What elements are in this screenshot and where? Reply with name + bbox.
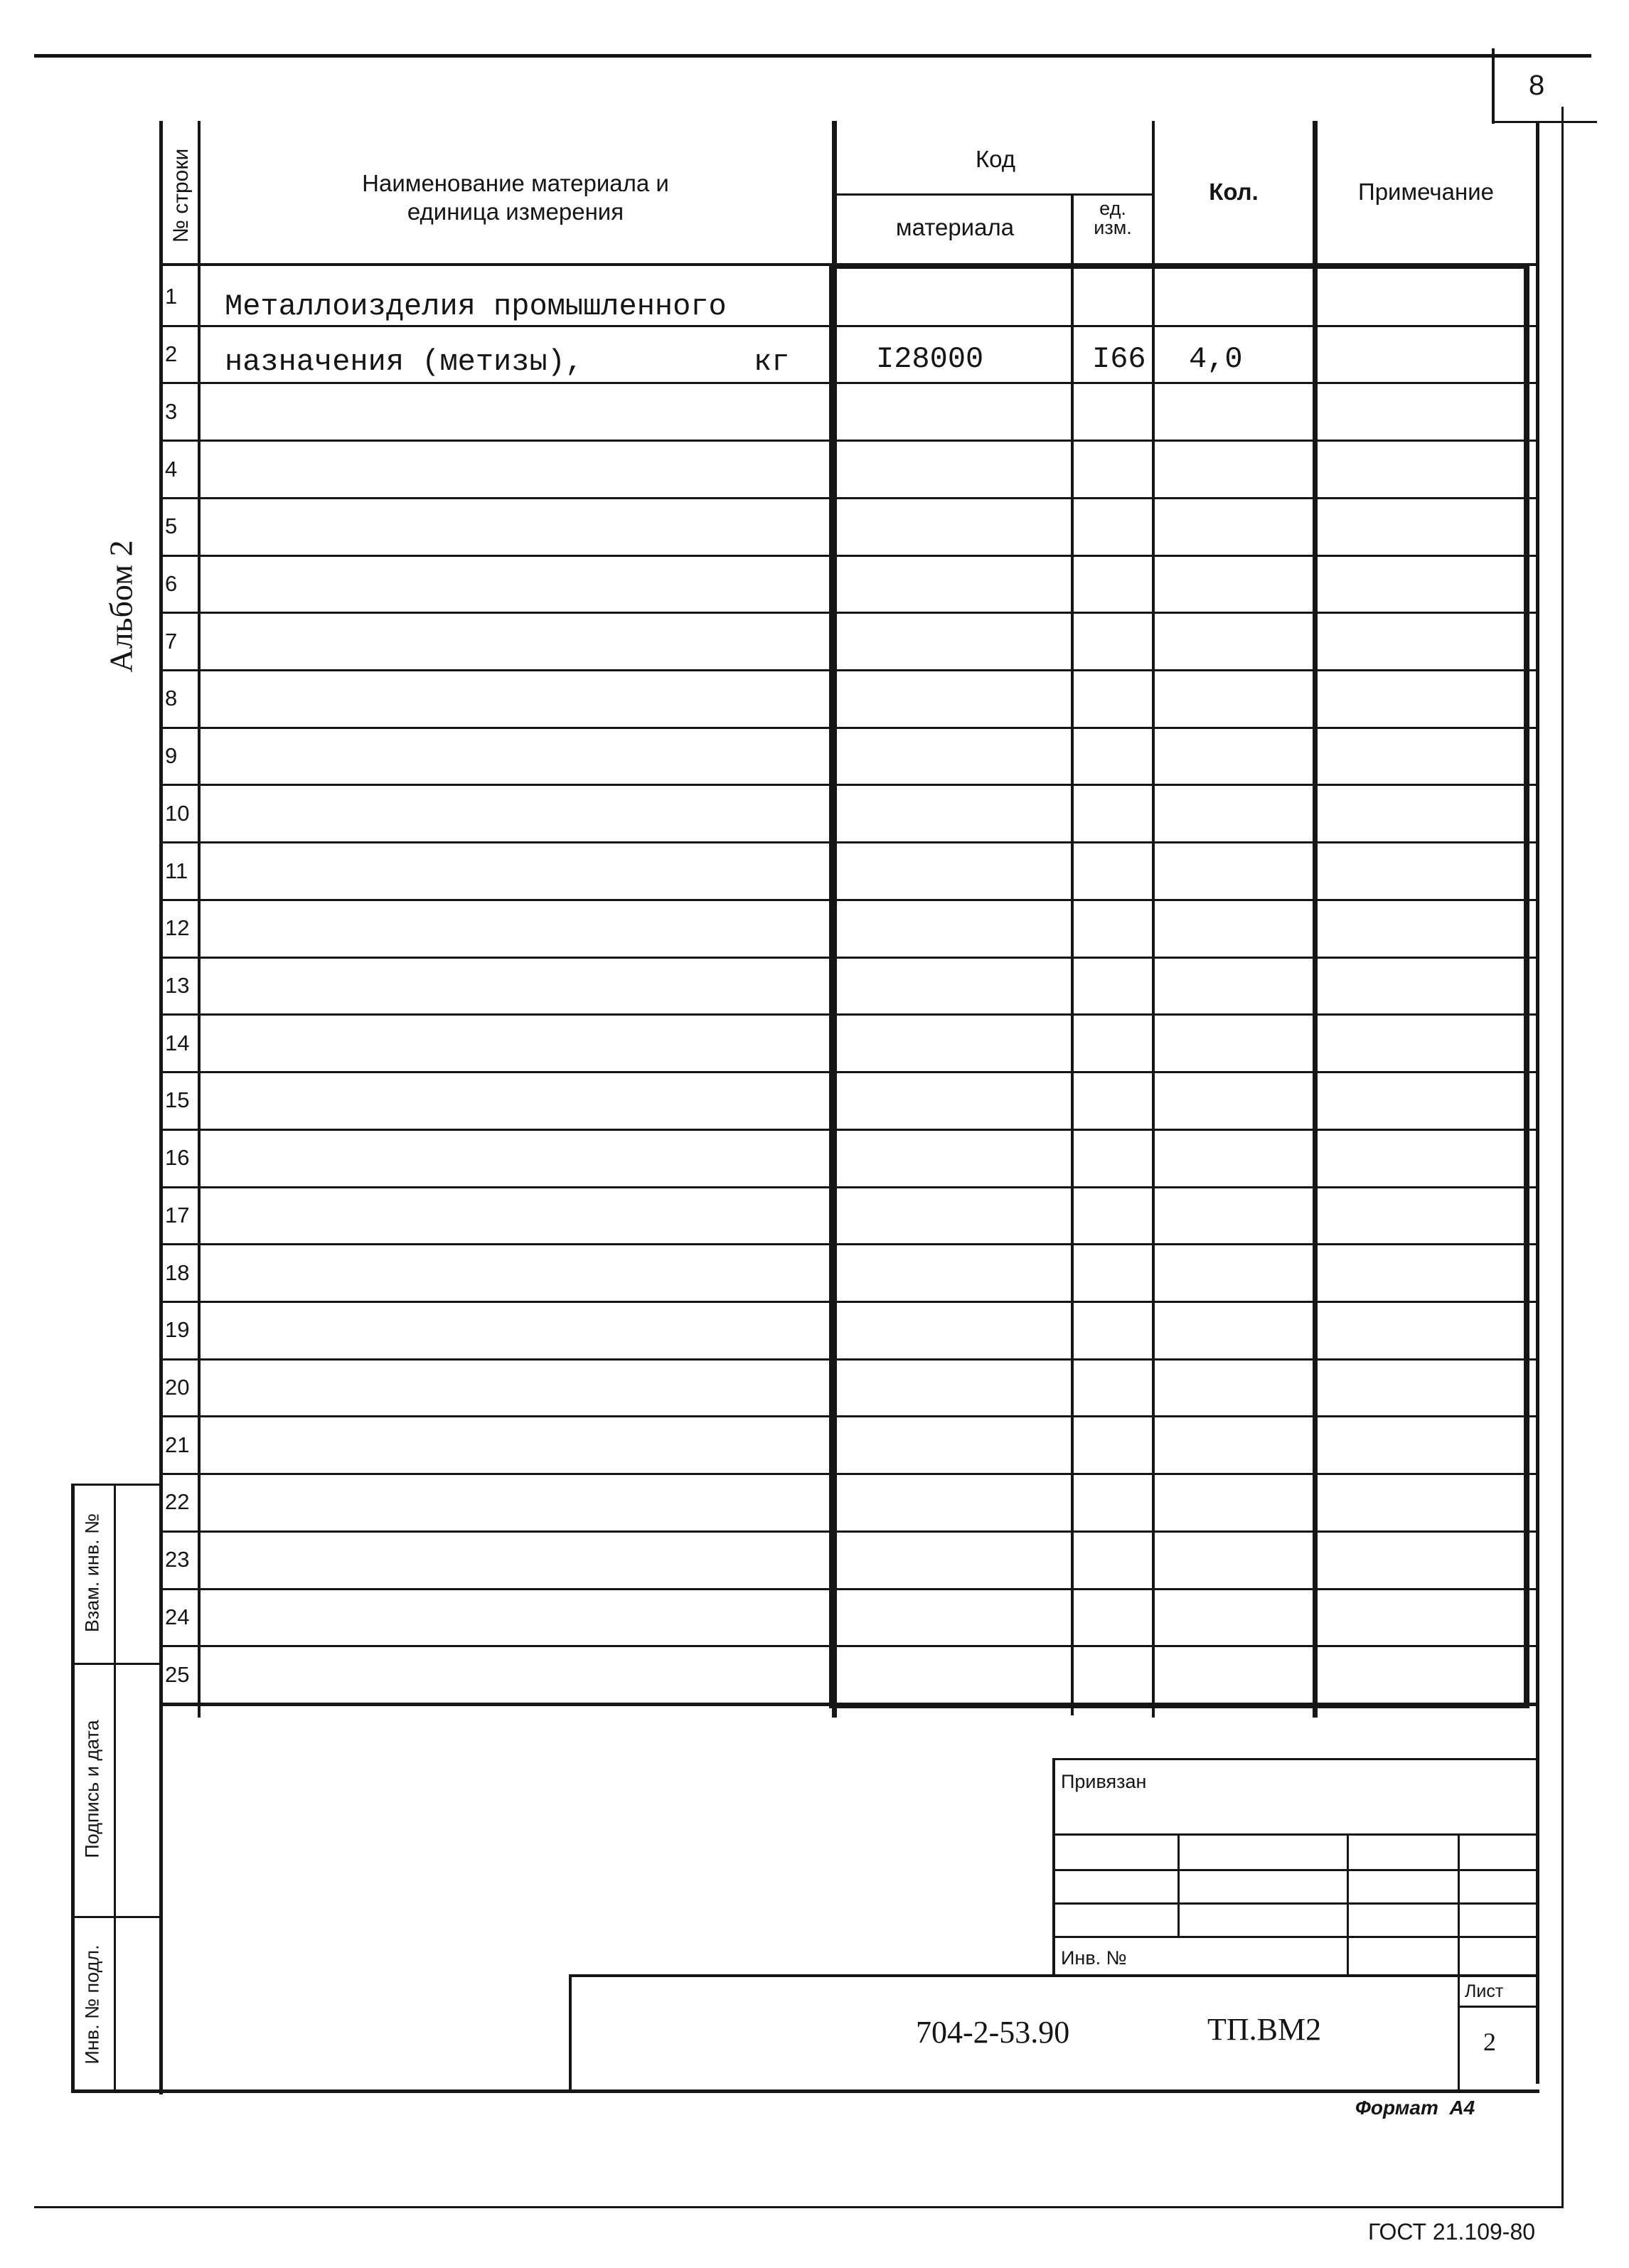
header-code: Код [975,146,1016,172]
stamp-privyazan: Привязан [1061,1771,1147,1792]
entry-2-unit-label: кг [754,345,790,379]
row-number: 3 [165,399,178,424]
code-sub-line [835,193,1155,196]
row-line [162,555,1536,557]
row-line [162,382,1536,384]
row-line [162,1588,1536,1590]
format-label: Формат А4 [1355,2097,1475,2119]
row-number: 23 [165,1547,190,1572]
vzam-inv-label: Взам. инв. № [81,1513,103,1633]
row-number: 14 [165,1031,190,1055]
stamp-list-sep [1458,2006,1538,2008]
frame-right-line [1536,121,1539,2084]
stamp-inv-no: Инв. № [1061,1947,1127,1969]
top-sheet-box-left [1492,48,1495,124]
album-side-label: Альбом 2 [102,540,139,673]
stamp-list-label: Лист [1465,1981,1504,2001]
stamp-designation-suffix: ТП.ВМ2 [1207,2012,1322,2047]
stamp-list-value: 2 [1483,2028,1496,2056]
stamp-main-left [569,1974,572,2092]
stamp-privyazan-top [1052,1758,1538,1760]
stamp-grid-v2 [1347,1833,1349,1976]
row-number: 6 [165,571,178,596]
page-right-edge [1561,107,1564,2208]
row-number: 16 [165,1145,190,1170]
row-line [162,1013,1536,1016]
col-rownum-sep [198,121,201,1718]
row-line [162,1415,1536,1417]
entry-1-name: Металлоизделия промышленного [225,289,727,324]
header-code-material: материала [895,214,1015,240]
row-line [162,497,1536,499]
row-number: 20 [165,1375,190,1400]
top-border-line [34,54,1591,58]
entry-2-code-material: I28000 [876,342,984,376]
row-line [162,325,1536,327]
row-number: 5 [165,513,178,538]
row-line [162,1530,1536,1533]
stamp-grid-h1 [1052,1833,1538,1836]
row-line [162,1358,1536,1361]
stamp-privyazan-left [1052,1758,1055,1976]
header-row-no: № строки [169,148,193,243]
row-number: 25 [165,1662,190,1687]
row-number: 18 [165,1260,190,1285]
row-number: 4 [165,457,178,481]
row-number: 2 [165,341,178,366]
row-line [162,440,1536,442]
stamp-main-top [569,1974,1539,1977]
row-line [162,1645,1536,1647]
row-number: 10 [165,801,190,826]
header-qty: Кол. [1209,179,1259,205]
row-number: 1 [165,284,178,309]
stamp-designation: 704-2-53.90 [916,2015,1070,2050]
row-number: 15 [165,1087,190,1112]
row-line [162,1129,1536,1131]
row-line [162,899,1536,901]
row-line [162,612,1536,614]
row-number: 11 [165,858,188,883]
row-line [162,669,1536,671]
left-boxes-div2 [71,1916,162,1918]
podpis-data-label: Подпись и дата [81,1720,103,1858]
row-line [162,727,1536,729]
row-number: 24 [165,1604,190,1629]
frame-bottom-line [71,2089,1539,2093]
sheet-number-top: 8 [1529,70,1545,101]
gost-label: ГОСТ 21.109-80 [1368,2219,1536,2245]
row-line [162,784,1536,786]
row-number: 17 [165,1203,190,1228]
page-bottom-line [34,2206,1563,2208]
row-line [162,1703,1536,1706]
row-number: 19 [165,1317,190,1342]
row-line [162,957,1536,959]
row-line [162,1071,1536,1073]
row-number: 13 [165,973,190,998]
stamp-grid-v1 [1177,1833,1180,1938]
left-boxes-inner [114,1484,116,2093]
entry-2-code-unit: I66 [1092,342,1146,376]
row-number: 8 [165,686,178,710]
row-line [162,1186,1536,1188]
row-number: 12 [165,915,190,940]
entry-2-name: назначения (метизы), [225,345,584,379]
stamp-grid-h2 [1052,1869,1538,1871]
left-boxes-outer-left [71,1484,75,2093]
header-name: Наименование материала и единица измерения [362,170,669,225]
left-boxes-div1 [71,1663,162,1665]
inv-podl-label: Инв. № подл. [81,1944,103,2065]
row-number: 7 [165,629,178,654]
frame-left-line [159,121,163,2094]
row-line [162,1243,1536,1245]
stamp-grid-v3 [1458,1833,1460,2089]
entry-2-qty: 4,0 [1189,342,1243,376]
top-sheet-box-bottom [1492,121,1597,123]
stamp-grid-h4 [1052,1936,1538,1938]
left-boxes-top [71,1484,162,1486]
data-area-frame [829,265,1529,1708]
row-number: 22 [165,1489,190,1514]
row-number: 9 [165,743,178,768]
header-note: Примечание [1357,179,1494,205]
header-code-unit: ед. изм. [1094,198,1132,238]
row-line [162,1301,1536,1303]
row-line [162,1473,1536,1475]
row-number: 21 [165,1432,190,1457]
row-line [162,841,1536,843]
stamp-grid-h3 [1052,1902,1538,1905]
